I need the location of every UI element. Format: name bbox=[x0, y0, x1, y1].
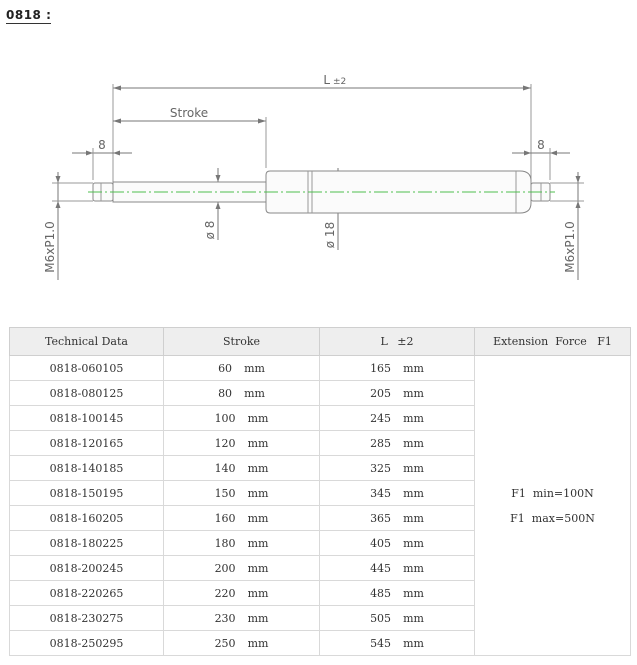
stroke-unit: mm bbox=[247, 536, 269, 550]
length-value: 365 bbox=[370, 511, 392, 525]
cell-length bbox=[320, 631, 475, 656]
stroke-value: 200 bbox=[214, 561, 236, 575]
stroke-unit: mm bbox=[247, 561, 269, 575]
page-title: 0818 : bbox=[6, 8, 52, 22]
length-unit: mm bbox=[403, 461, 424, 475]
header-length bbox=[320, 328, 475, 356]
stroke-value: 180 bbox=[214, 536, 236, 550]
stroke-value: 160 bbox=[214, 511, 236, 525]
cell-length bbox=[320, 381, 475, 406]
length-value: 205 bbox=[370, 386, 392, 400]
cell-technical-data: 0818-160205 bbox=[10, 506, 164, 531]
rod-diameter-label: ø 8 bbox=[203, 220, 217, 240]
length-unit: mm bbox=[403, 486, 424, 500]
length-label: L bbox=[323, 73, 330, 87]
right-thread-label: M6xP1.0 bbox=[563, 221, 577, 273]
stroke-value: 150 bbox=[214, 486, 236, 500]
stroke-value: 230 bbox=[214, 611, 236, 625]
header-technical-data: Technical Data bbox=[10, 328, 164, 356]
length-value: 285 bbox=[370, 436, 392, 450]
cell-stroke bbox=[164, 406, 320, 431]
cell-stroke bbox=[164, 506, 320, 531]
length-value: 165 bbox=[370, 361, 392, 375]
cell-length bbox=[320, 531, 475, 556]
cell-technical-data: 0818-230275 bbox=[10, 606, 164, 631]
cell-stroke bbox=[164, 456, 320, 481]
stroke-value: 100 bbox=[214, 411, 236, 425]
left-thread-label: M6xP1.0 bbox=[43, 221, 57, 273]
length-unit: mm bbox=[403, 636, 424, 650]
cell-technical-data: 0818-140185 bbox=[10, 456, 164, 481]
cell-length bbox=[320, 556, 475, 581]
force-min: F1 min=100N bbox=[511, 486, 594, 500]
right-end-length-label: 8 bbox=[537, 138, 545, 152]
stroke-value: 80 bbox=[218, 386, 233, 400]
cell-length bbox=[320, 506, 475, 531]
stroke-unit: mm bbox=[247, 411, 269, 425]
stroke-unit: mm bbox=[247, 586, 269, 600]
header-length-label: L bbox=[380, 335, 388, 348]
stroke-label: Stroke bbox=[169, 106, 209, 120]
header-stroke: Stroke bbox=[164, 328, 320, 356]
stroke-unit: mm bbox=[244, 386, 265, 400]
cell-technical-data: 0818-060105 bbox=[10, 356, 164, 381]
cell-stroke bbox=[164, 556, 320, 581]
length-value: 325 bbox=[370, 461, 392, 475]
length-value: 245 bbox=[370, 411, 392, 425]
length-tolerance-label: ±2 bbox=[333, 77, 347, 87]
length-value: 505 bbox=[370, 611, 392, 625]
table-row bbox=[10, 356, 631, 381]
stroke-unit: mm bbox=[247, 461, 269, 475]
cell-length bbox=[320, 581, 475, 606]
left-end-length-label: 8 bbox=[98, 138, 106, 152]
stroke-value: 250 bbox=[214, 636, 236, 650]
stroke-unit: mm bbox=[247, 636, 269, 650]
length-value: 405 bbox=[370, 536, 392, 550]
cell-stroke bbox=[164, 381, 320, 406]
cell-length bbox=[320, 431, 475, 456]
stroke-value: 220 bbox=[214, 586, 236, 600]
stroke-unit: mm bbox=[247, 611, 269, 625]
tube-diameter-label: ø 18 bbox=[323, 221, 337, 249]
stroke-unit: mm bbox=[247, 436, 269, 450]
cell-stroke bbox=[164, 481, 320, 506]
cell-length bbox=[320, 606, 475, 631]
stroke-value: 120 bbox=[214, 436, 236, 450]
length-value: 545 bbox=[370, 636, 392, 650]
cell-technical-data: 0818-250295 bbox=[10, 631, 164, 656]
cell-technical-data: 0818-200245 bbox=[10, 556, 164, 581]
cell-technical-data: 0818-080125 bbox=[10, 381, 164, 406]
table-header-row bbox=[10, 328, 631, 356]
header-length-tolerance: ±2 bbox=[397, 335, 414, 348]
length-value: 485 bbox=[370, 586, 392, 600]
length-unit: mm bbox=[403, 586, 424, 600]
length-unit: mm bbox=[403, 411, 424, 425]
length-value: 445 bbox=[370, 561, 392, 575]
length-unit: mm bbox=[403, 436, 424, 450]
gas-spring-drawing bbox=[0, 40, 637, 300]
length-unit: mm bbox=[403, 561, 424, 575]
stroke-value: 60 bbox=[218, 361, 233, 375]
length-value: 345 bbox=[370, 486, 392, 500]
cell-technical-data: 0818-100145 bbox=[10, 406, 164, 431]
length-unit: mm bbox=[403, 386, 424, 400]
cell-extension-force bbox=[475, 356, 631, 656]
length-unit: mm bbox=[403, 361, 424, 375]
spec-table bbox=[9, 327, 631, 656]
stroke-unit: mm bbox=[247, 511, 269, 525]
stroke-value: 140 bbox=[214, 461, 236, 475]
cell-stroke bbox=[164, 356, 320, 381]
length-unit: mm bbox=[403, 536, 424, 550]
stroke-unit: mm bbox=[244, 361, 265, 375]
cell-stroke bbox=[164, 631, 320, 656]
cell-technical-data: 0818-150195 bbox=[10, 481, 164, 506]
length-unit: mm bbox=[403, 511, 424, 525]
cell-stroke bbox=[164, 531, 320, 556]
cell-technical-data: 0818-120165 bbox=[10, 431, 164, 456]
header-extension-force: Extension Force F1 bbox=[475, 328, 631, 356]
force-max: F1 max=500N bbox=[510, 511, 595, 525]
cell-stroke bbox=[164, 606, 320, 631]
cell-stroke bbox=[164, 581, 320, 606]
cell-length bbox=[320, 356, 475, 381]
cell-length bbox=[320, 406, 475, 431]
cell-technical-data: 0818-180225 bbox=[10, 531, 164, 556]
cell-stroke bbox=[164, 431, 320, 456]
cell-length bbox=[320, 481, 475, 506]
cell-technical-data: 0818-220265 bbox=[10, 581, 164, 606]
length-unit: mm bbox=[403, 611, 424, 625]
stroke-unit: mm bbox=[247, 486, 269, 500]
cell-length bbox=[320, 456, 475, 481]
